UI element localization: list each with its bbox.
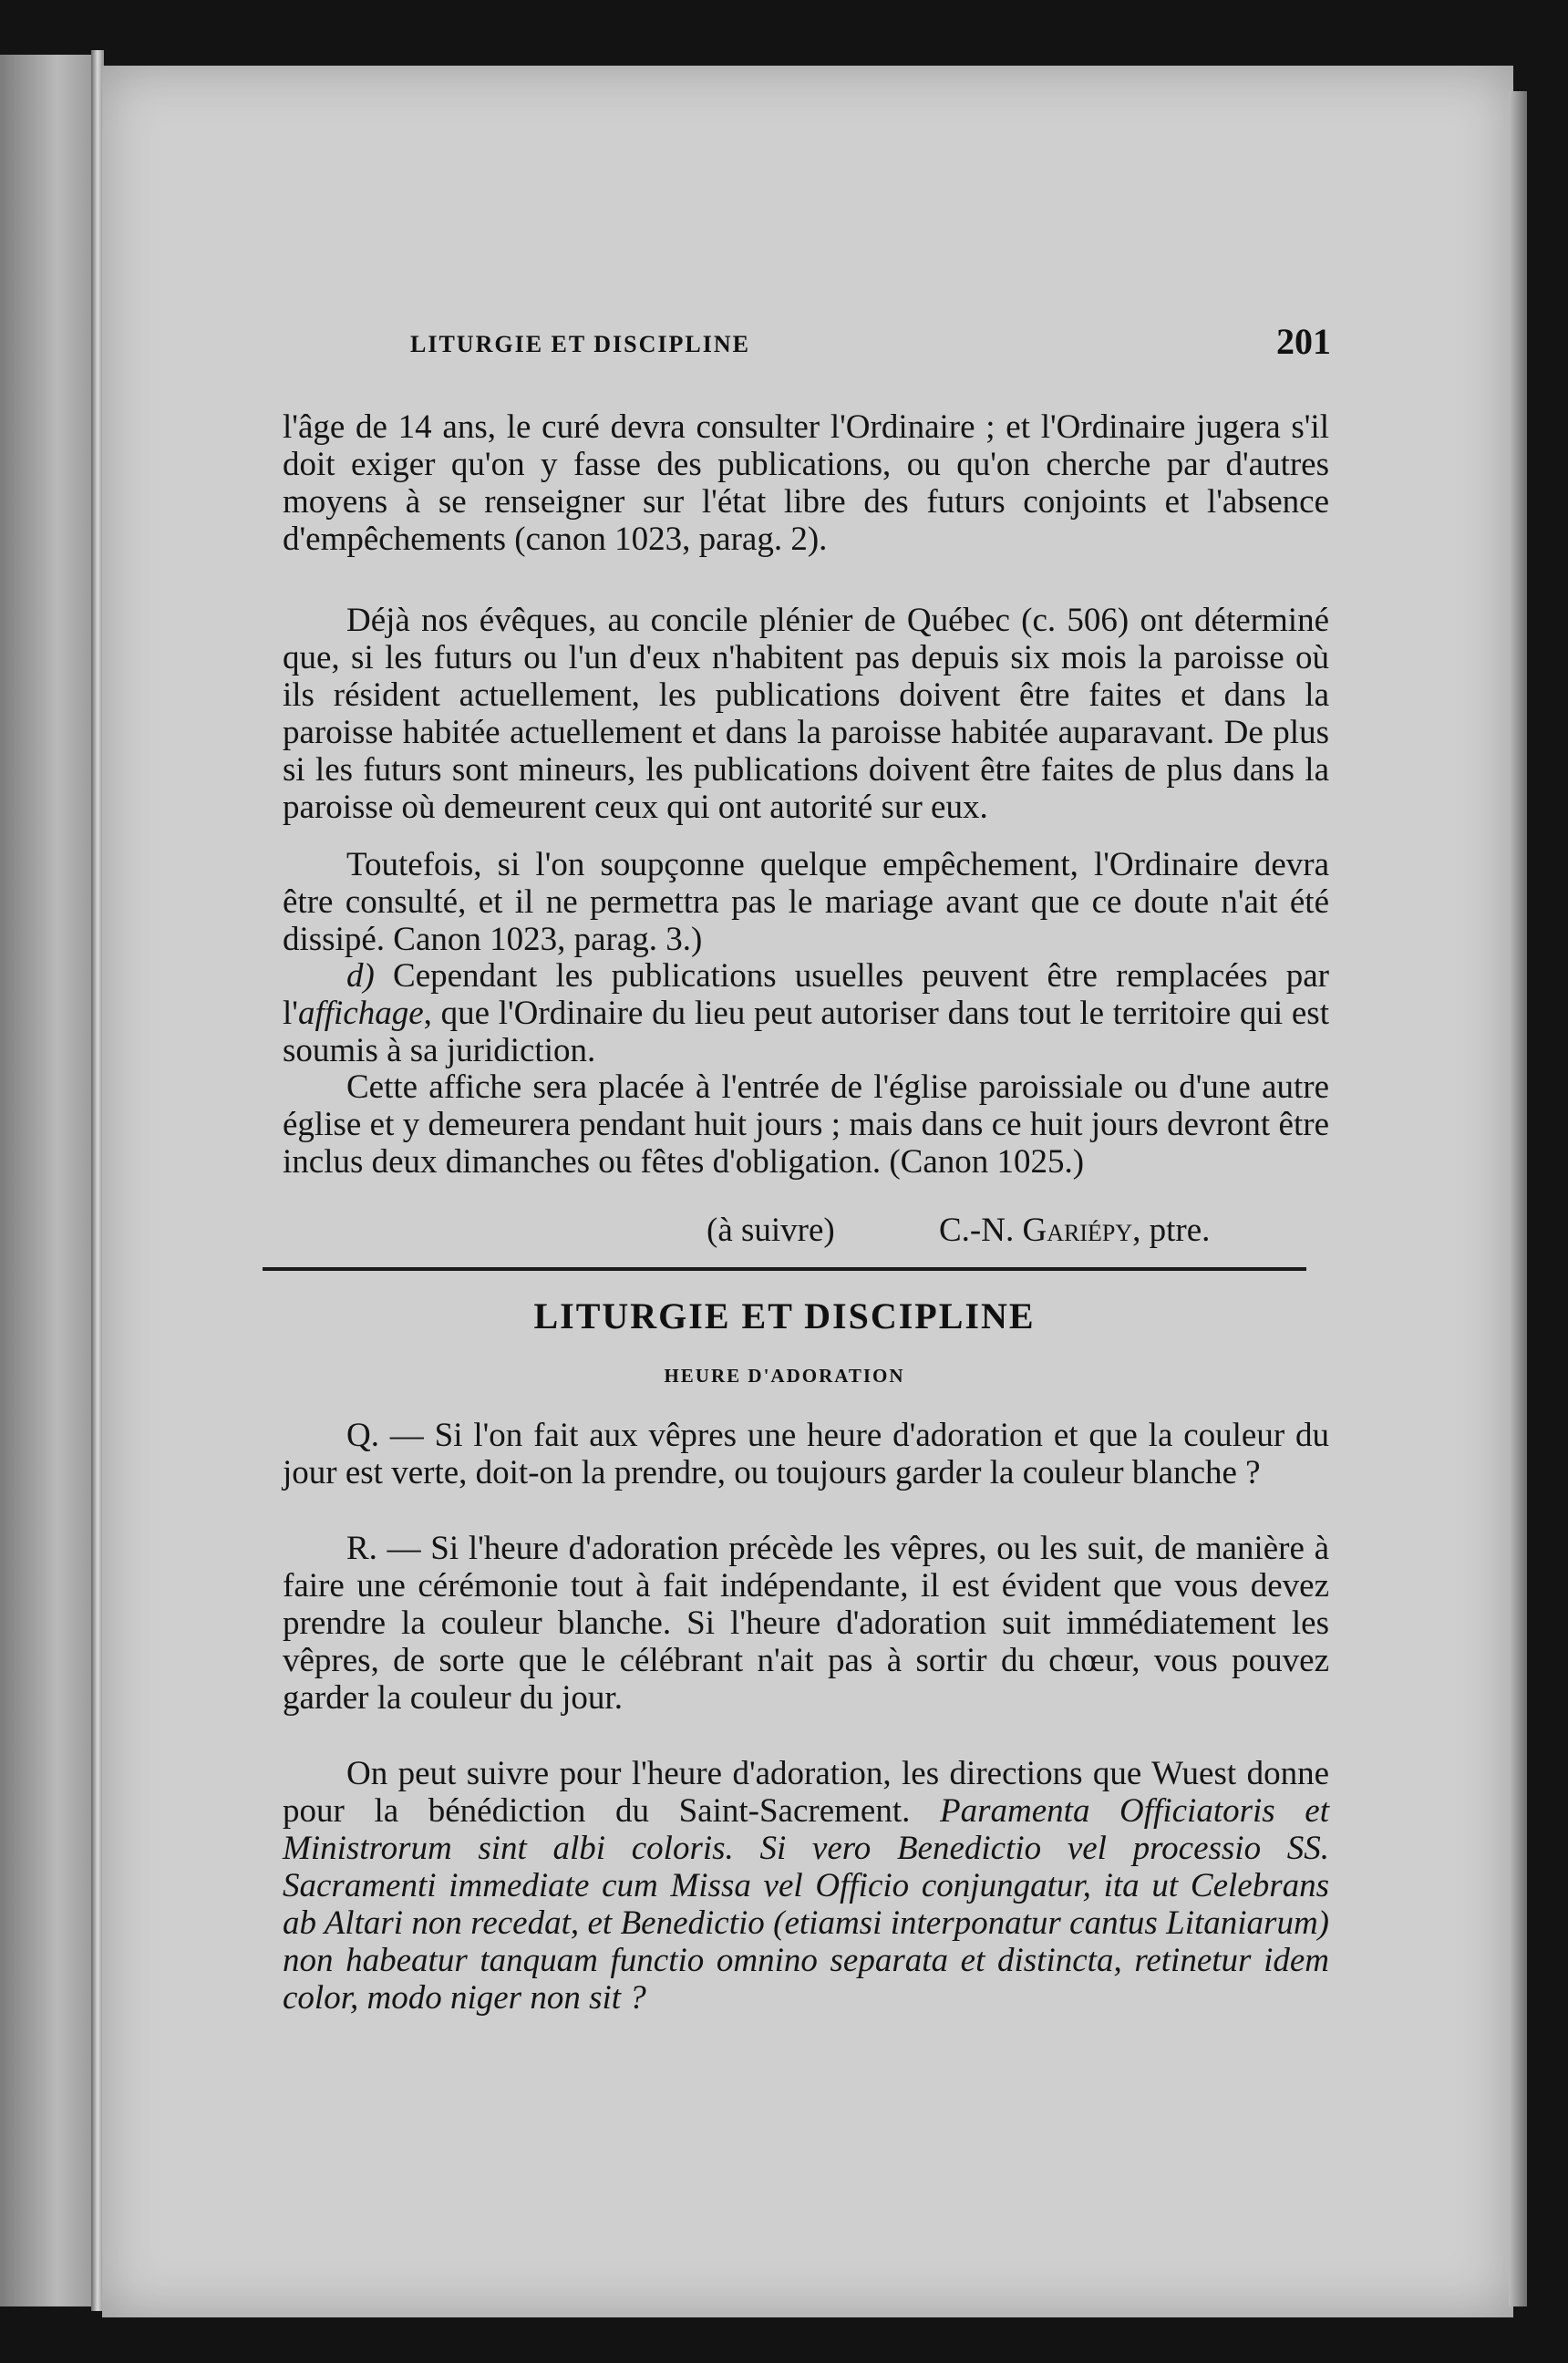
left-page-edge — [0, 55, 96, 2306]
paragraph-d-label: d) — [346, 957, 375, 995]
subsection-title: HEURE D'ADORATION — [664, 1365, 905, 1387]
page-number: 201 — [1276, 321, 1331, 362]
running-head-title: LITURGIE ET DISCIPLINE — [410, 331, 750, 357]
section-divider — [263, 1267, 1306, 1271]
paragraph-toutefois: Toutefois, si l'on soupçonne quelque empêchement, l'Ordinaire devra être consulté, et il ne permettra pas le mariage avant que ce doute n'ait été dissipé. Canon 1023, parag. 3.) — [283, 846, 1329, 958]
paragraph-d-text-2: , que l'Ordinaire du lieu peut autoriser dans tout le territoire qui est soumis à sa juridiction. — [283, 995, 1329, 1069]
paragraph-concile-quebec: Déjà nos évêques, au concile plénier de Québec (c. 506) ont déterminé que, si les futurs ou l'un d'eux n'habitent pas depuis six mois la paroisse où ils résident actuellement, les publications doivent être faites et dans la paroisse habitée actuellement et dans la paroisse habitée auparavant. De plus si les futurs sont mineurs, les publications doivent être faites de plus dans la paroisse où demeurent ceux qui ont autorité sur eux. — [283, 602, 1329, 826]
paragraph-d-text-1: Cependant les publications usuelles peuvent être remplacées par l' — [283, 957, 1329, 1032]
author-initials: C.-N. — [939, 1212, 1015, 1249]
to-follow-note: (à suivre) — [707, 1212, 835, 1249]
running-head — [182, 321, 1331, 369]
wuest-paragraph — [283, 1755, 1329, 2017]
author-signature — [939, 1211, 1210, 1250]
section-title: LITURGIE ET DISCIPLINE — [533, 1295, 1036, 1336]
paragraph-age-14: l'âge de 14 ans, le curé devra consulter l'Ordinaire ; et l'Ordinaire jugera s'il doit exiger qu'on y fasse des publications, ou qu'on cherche par d'autres moyens à se renseigner sur l'état libre des futurs conjoints et l'absence d'empêchements (canon 1023, parag. 2). — [283, 408, 1329, 558]
answer-paragraph: R. — Si l'heure d'adoration précède les vêpres, ou les suit, de manière à faire une cérémonie tout à fait indépendante, il est évident que vous devez prendre la couleur blanche. Si l'heure d'adoration suit immédiatement les vêpres, de sorte que le célébrant n'ait pas à sortir du chœur, vous pouvez garder la couleur du jour. — [283, 1530, 1329, 1717]
right-page-edge — [1509, 91, 1527, 2306]
latin-quotation: Paramenta Officiatoris et Ministrorum sint albi coloris. Si vero Benedictio vel processio SS. Sacramenti immediate cum Missa vel Officio conjungatur, ita ut Celebrans ab Altari non recedat, et Benedictio (etiamsi interponatur cantus Litaniarum) non habeatur tanquam functio omnino separata et distincta, retinetur idem color, modo niger non sit ? — [283, 1792, 1329, 2017]
paragraph-affichage — [283, 957, 1329, 1069]
question-paragraph: Q. — Si l'on fait aux vêpres une heure d'adoration et que la couleur du jour est verte, doit-on la prendre, ou toujours garder la couleur blanche ? — [283, 1417, 1329, 1491]
author-name: Gariépy — [1022, 1212, 1133, 1249]
wuest-intro: On peut suivre pour l'heure d'adoration, les directions que Wuest donne pour la bénédiction du Saint-Sacrement. — [283, 1755, 1329, 1830]
paragraph-d-italic: affichage — [297, 995, 424, 1032]
paragraph-affiche: Cette affiche sera placée à l'entrée de l'église paroissiale ou d'une autre église et y demeurera pendant huit jours ; mais dans ce huit jours devront être inclus deux dimanches ou fêtes d'obligation. (Canon 1025.) — [283, 1068, 1329, 1181]
author-title: , ptre. — [1132, 1212, 1211, 1249]
